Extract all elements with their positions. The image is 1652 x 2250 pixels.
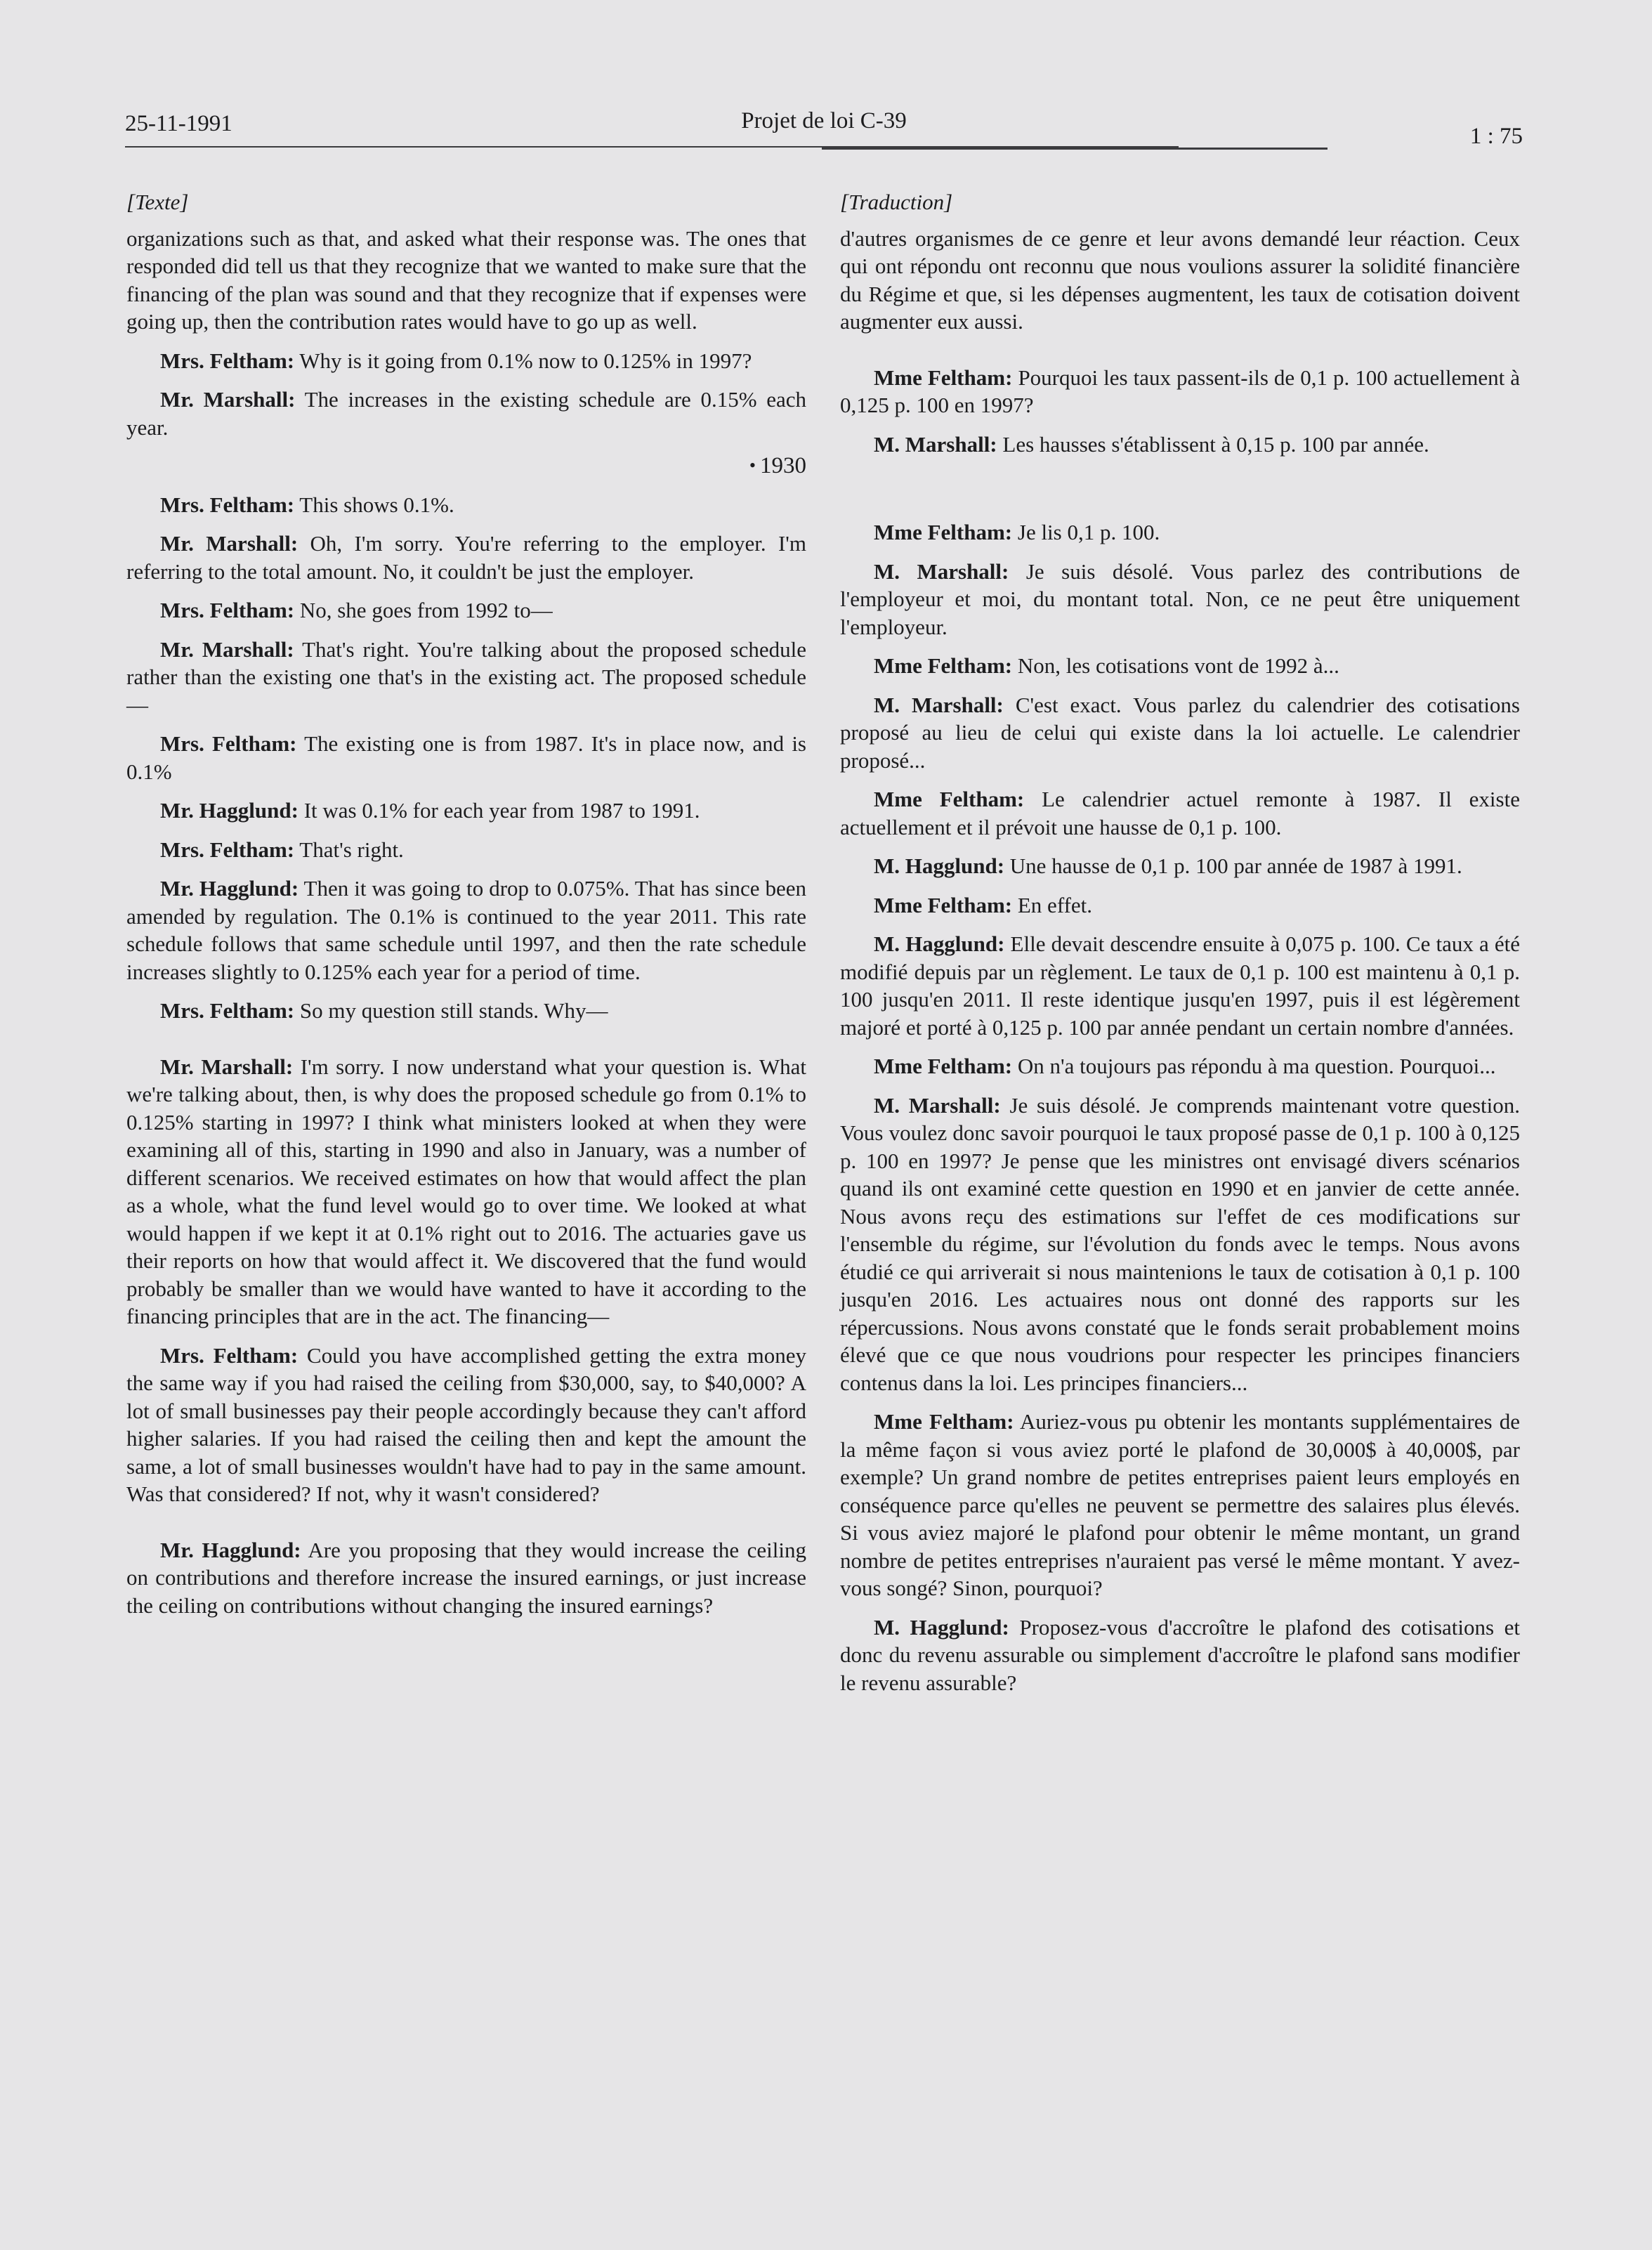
spacer	[126, 1519, 806, 1536]
spacer	[126, 1036, 806, 1053]
speaker-name: Mrs. Feltham:	[160, 998, 295, 1023]
speaker-name: Mr. Hagglund:	[160, 876, 299, 901]
header-rule-thick	[822, 148, 1328, 150]
paragraph: Mme Feltham: On n'a toujours pas répondu à ma question. Pourquoi...	[874, 1054, 1496, 1078]
speaker-name: M. Hagglund:	[874, 1614, 1009, 1640]
paragraph: Mrs. Feltham: The existing one is from 1987. It's in place now, and is 0.1%	[126, 731, 806, 784]
speaker-name: Mme Feltham:	[874, 892, 1013, 917]
speaker-name: M. Hagglund:	[874, 853, 1005, 878]
speaker-name: M. Marshall:	[874, 1092, 1001, 1118]
paragraph: M. Marshall: C'est exact. Vous parlez du calendrier des cotisations proposé au lieu de celui qui existe dans la loi actuelle. Le calendrier proposé...	[840, 692, 1521, 773]
speaker-name: Mme Feltham:	[874, 365, 1013, 390]
speaker-name: Mr. Marshall:	[160, 636, 294, 662]
french-column	[840, 188, 1520, 1708]
paragraph: Mr. Marshall: The increases in the existing schedule are 0.15% each year.	[126, 387, 807, 440]
header-page-number: 1 : 75	[1469, 124, 1523, 149]
speaker-name: Mrs. Feltham:	[160, 598, 295, 622]
time-marker: • 1930	[749, 453, 806, 478]
paragraph: M. Hagglund: Proposez-vous d'accroître le plafond des cotisations et donc du revenu assurable ou simplement d'accroître le plafond sans modifier le revenu assurable?	[840, 1614, 1521, 1695]
speaker-name: Mr. Marshall:	[160, 531, 299, 556]
speaker-name: Mr. Hagglund:	[160, 1537, 301, 1562]
column-tag: [Texte]	[126, 190, 189, 214]
paragraph: M. Hagglund: Elle devait descendre ensuite à 0,075 p. 100. Ce taux a été modifié depuis par un règlement. Le taux de 0,1 p. 100 est maintenu à 0,1 p. 100 jusqu'en 2011. Il reste identique jusqu'en 1997, puis il est légèrement majoré et porté à 0,125 p. 100 par année pendant un certain nombre d'années.	[840, 931, 1520, 1040]
paragraph: Mme Feltham: Non, les cotisations vont de 1992 à...	[874, 653, 1339, 678]
speaker-name: M. Marshall:	[874, 692, 1004, 717]
paragraph: M. Marshall: Les hausses s'établissent à 0,15 p. 100 par année.	[874, 431, 1429, 457]
paragraph: Mr. Marshall: Oh, I'm sorry. You're referring to the employer. I'm referring to the total amount. No, it couldn't be just the employer.	[126, 531, 806, 584]
bullet-icon: •	[749, 455, 756, 476]
speaker-name: Mme Feltham:	[874, 653, 1013, 678]
speaker-name: Mr. Marshall:	[160, 1054, 294, 1079]
paragraph: Mrs. Feltham: Why is it going from 0.1% now to 0.125% in 1997?	[160, 348, 752, 373]
spacer	[840, 347, 1520, 364]
speaker-name: Mme Feltham:	[874, 1409, 1014, 1434]
header-date: 25-11-1991	[125, 111, 232, 136]
speaker-name: Mrs. Feltham:	[160, 348, 295, 373]
speaker-name: Mrs. Feltham:	[160, 1342, 299, 1368]
paragraph: Mr. Hagglund: It was 0.1% for each year from 1987 to 1991.	[160, 798, 700, 823]
page-header	[125, 104, 1523, 149]
paragraph: organizations such as that, and asked what their response was. The ones that responded did tell us that they recognize that we wanted to make sure that the financing of the plan was sound and that they recognize that if expenses were going up, then the contribution rates would have to go up as well.	[126, 225, 806, 334]
speaker-name: Mrs. Feltham:	[160, 492, 295, 517]
paragraph: Mrs. Feltham: So my question still stands. Why—	[160, 998, 608, 1023]
speaker-name: Mme Feltham:	[874, 787, 1025, 811]
paragraph: M. Hagglund: Une hausse de 0,1 p. 100 par année de 1987 à 1991.	[874, 853, 1462, 878]
paragraph: Mr. Hagglund: Are you proposing that they would increase the ceiling on contributions and therefore increase the insured earnings, or just increase the ceiling on contributions without changing the insured earnings?	[126, 1537, 806, 1618]
paragraph: Mme Feltham: Auriez-vous pu obtenir les montants supplémentaires de la même façon si vous aviez porté le plafond de 30,000$ à 40,000$, par exemple? Un grand nombre de petites entreprises paient leurs employés en conséquence parce qu'elles ne peuvent se permettre des salaires plus élevés. Si vous aviez majoré le plafond pour obtenir le même montant, un grand nombre de petites entreprises n'auraient pas versé le même montant. Y avez-vous songé? Sinon, pourquoi?	[840, 1409, 1520, 1600]
speaker-name: Mrs. Feltham:	[160, 837, 295, 862]
paragraph: Mrs. Feltham: No, she goes from 1992 to—	[160, 598, 553, 622]
paragraph: M. Marshall: Je suis désolé. Vous parlez des contributions de l'employeur et moi, du montant total. Non, ce ne peut être uniquement l'employeur.	[840, 558, 1520, 639]
speaker-name: M. Marshall:	[874, 431, 997, 457]
spacer	[840, 469, 1520, 518]
paragraph: Mr. Marshall: That's right. You're talking about the proposed schedule rather than the existing one that's in the existing act. The proposed schedule—	[126, 636, 806, 717]
paragraph: M. Marshall: Je suis désolé. Je comprends maintenant votre question. Vous voulez donc savoir pourquoi le taux proposé passe de 0,1 p. 100 à 0,125 p. 100 en 1997? Je pense que les ministres ont envisagé divers scénarios quand ils ont examiné cette question en 1990 et en janvier de cette année. Nous avons reçu des estimations sur l'effet de ces modifications sur l'ensemble du régime, sur l'évolution du fonds avec le temps. Nous avons étudié ce qui arriverait si nous maintenions le taux de cotisation à 0,1 p. 100 jusqu'en 2016. Les actuaires nous ont donné des rapports sur les répercussions. Nous avons constaté que le fonds serait probablement moins élevé que ce que nous voudrions pour respecter les principes financiers contenus dans la loi. Les principes financiers...	[840, 1092, 1520, 1395]
paragraph: Mr. Hagglund: Then it was going to drop to 0.075%. That has since been amended by regulation. The 0.1% is continued to the year 2011. This rate schedule follows that same schedule until 1997, and then the rate schedule increases slightly to 0.125% each year for a period of time.	[126, 876, 806, 984]
paragraph: Mrs. Feltham: Could you have accomplished getting the extra money the same way if you had raised the ceiling from $30,000, say, to $40,000? A lot of small businesses pay their people accordingly because they can't afford higher salaries. If you had raised the ceiling then and kept the amount the same, a lot of small businesses wouldn't have had to pay in the same amount. Was that considered? If not, why it wasn't considered?	[126, 1342, 806, 1506]
speaker-name: M. Hagglund:	[874, 931, 1005, 956]
paragraph: Mme Feltham: En effet.	[874, 892, 1093, 917]
speaker-name: Mr. Marshall:	[160, 387, 296, 412]
paragraph: Mr. Marshall: I'm sorry. I now understand what your question is. What we're talking about, then, is why does the proposed schedule go from 0.1% to 0.125% starting in 1997? I think what ministers looked at when they were examining all of this, starting in 1990 and also in January, was a number of different scenarios. We received estimates on how that would affect the plan as a whole, what the fund level would go to over time. We looked at what would happen if we kept it at 0.1% right out to 2016. The actuaries gave us their reports on how that would affect it. We discovered that the fund would probably be smaller than we would have wanted to have it according to the financing principles that are in the act. The financing—	[126, 1054, 807, 1328]
paragraph: Mrs. Feltham: That's right.	[160, 837, 404, 862]
header-title: Projet de loi C-39	[741, 108, 907, 133]
paragraph: Mme Feltham: Pourquoi les taux passent-ils de 0,1 p. 100 actuellement à 0,125 p. 100 en 1997?	[840, 365, 1520, 417]
paragraph: d'autres organismes de ce genre et leur avons demandé leur réaction. Ceux qui ont répondu ont reconnu que nous voulions assurer la solidité financière du Régime et que, si les dépenses augmentent, les taux de cotisation doivent augmenter eux aussi.	[840, 225, 1520, 334]
speaker-name: Mme Feltham:	[874, 1054, 1013, 1078]
speaker-name: M. Marshall:	[874, 558, 1009, 584]
english-column	[126, 188, 806, 1630]
speaker-name: Mr. Hagglund:	[160, 798, 299, 823]
column-tag: [Traduction]	[840, 190, 953, 214]
paragraph: Mrs. Feltham: This shows 0.1%.	[160, 492, 454, 517]
paragraph: Mme Feltham: Je lis 0,1 p. 100.	[874, 520, 1160, 544]
paragraph: Mme Feltham: Le calendrier actuel remonte à 1987. Il existe actuellement et il prévoit une hausse de 0,1 p. 100.	[840, 787, 1520, 839]
speaker-name: Mrs. Feltham:	[160, 731, 297, 756]
speaker-name: Mme Feltham:	[874, 520, 1013, 544]
